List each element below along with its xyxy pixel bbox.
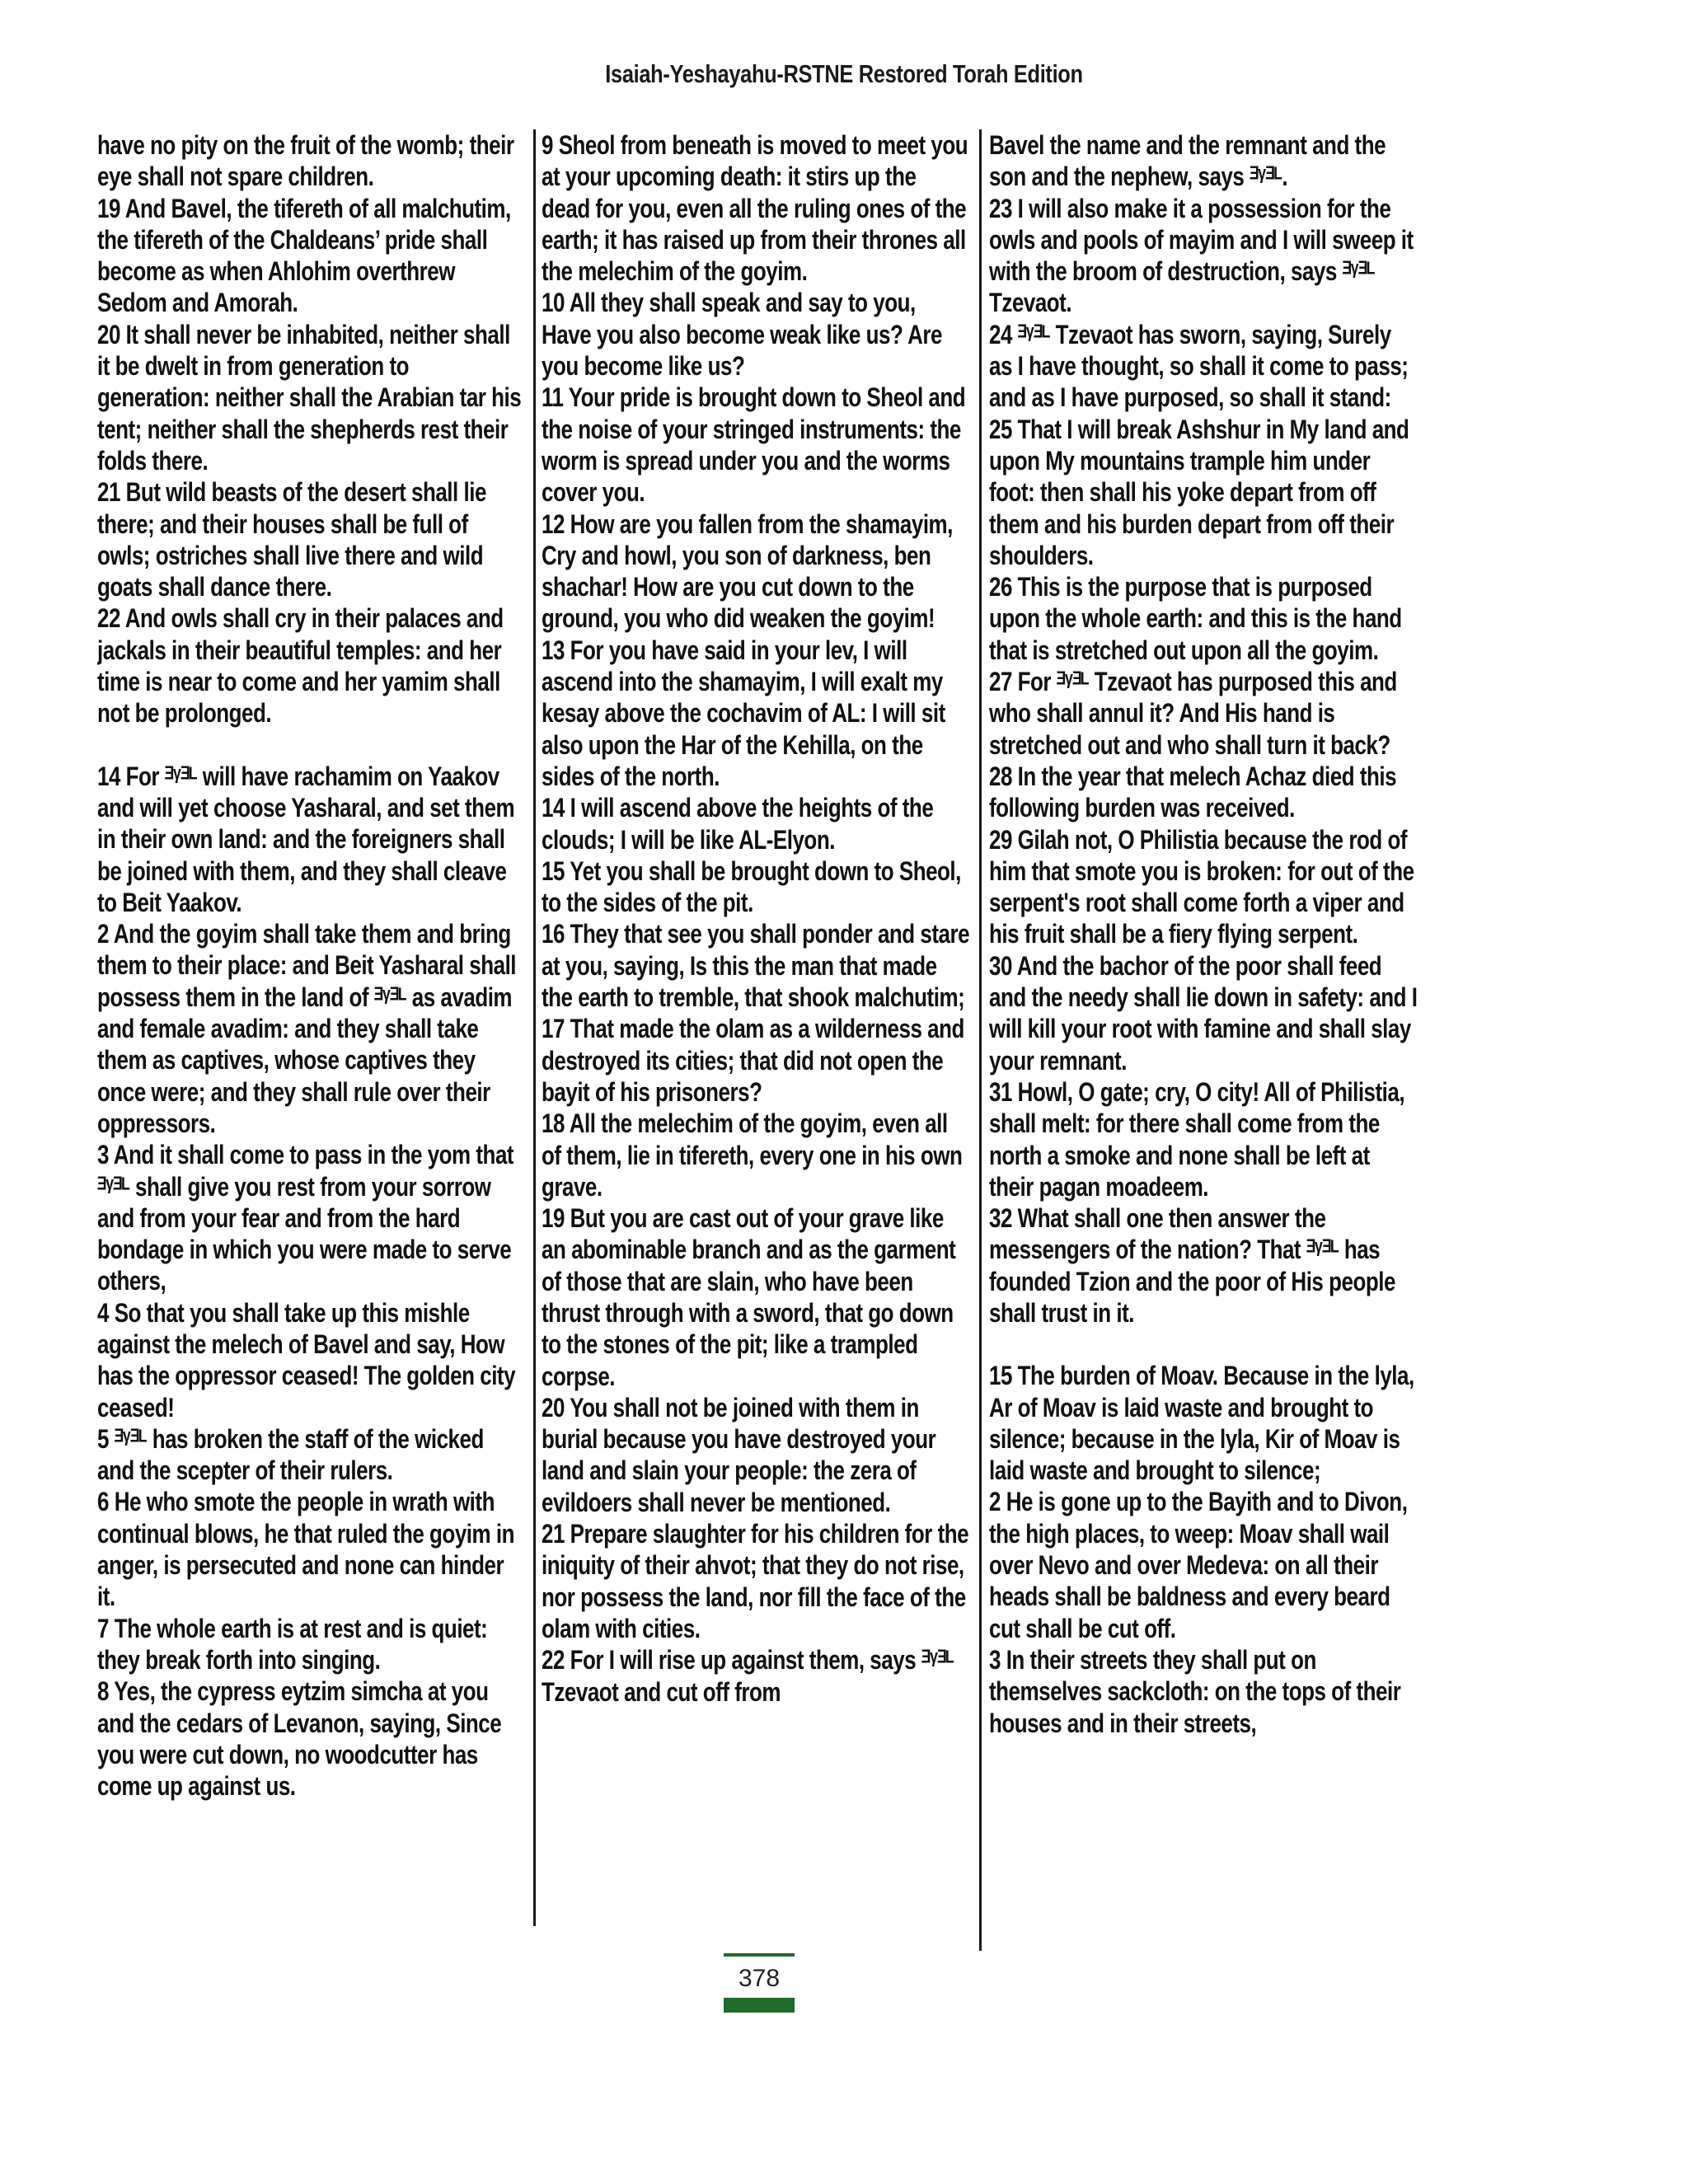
column-divider-2 <box>979 129 982 1951</box>
verse-paragraph: 8 Yes, the cypress eytzim simcha at you and the cedars of Levanon, saying, Since you were cut down, no woodcutter has come up against us. <box>97 1676 502 1802</box>
verse-paragraph: 2 And the goyim shall take them and bring them to their place: and Beit Yasharal shall possess them in the land of ᴲᵞᴲᴸ as avadim and female avadim: and they shall take them as captives, whose captives they once were; and they shall rule over their oppressors. <box>97 919 517 1138</box>
verse-paragraph: 11 Your pride is brought down to Sheol and the noise of your stringed instruments: the worm is spread under you and the worms cover you. <box>542 382 966 508</box>
verse-paragraph: 13 For you have said in your lev, I will ascend into the shamayim, I will exalt my kesay above the cochavim of AL: I will sit also upon the Har of the Kehilla, on the sides of the north. <box>542 635 945 791</box>
verse-paragraph: 28 In the year that melech Achaz died this following burden was received. <box>989 761 1397 823</box>
verse-paragraph: 24 ᴲᵞᴲᴸ Tzevaot has sworn, saying, Surely as I have thought, so shall it come to pass; and as I have purposed, so shall it stand: <box>989 319 1409 413</box>
verse-paragraph: have no pity on the fruit of the womb; their eye shall not spare children. <box>97 130 514 192</box>
verse-paragraph: 30 And the bachor of the poor shall feed and the needy shall lie down in safety: and I will kill your root with famine and shall slay your remnant. <box>989 950 1418 1076</box>
page-number: 378 <box>738 1965 781 1992</box>
verse-paragraph: 32 What shall one then answer the messengers of the nation? That ᴲᵞᴲᴸ has founded Tzion and the poor of His people shall trust in it. <box>989 1203 1395 1328</box>
verse-paragraph: 7 The whole earth is at rest and is quiet: they break forth into singing. <box>97 1613 488 1675</box>
verse-paragraph: 29 Gilah not, O Philistia because the rod of him that smote you is broken: for out of the serpent's root shall come forth a viper and his fruit shall be a fiery flying serpent. <box>989 824 1414 949</box>
chapter-start-paragraph: 14 For ᴲᵞᴲᴸ will have rachamim on Yaakov and will yet choose Yasharal, and set them in their own land: and the foreigners shall be joined with them, and they shall cleave to Beit Yaakov. <box>97 761 515 917</box>
verse-paragraph: 23 I will also make it a possession for the owls and pools of mayim and I will sweep it with the broom of destruction, says ᴲᵞᴲᴸ Tzevaot. <box>989 193 1414 318</box>
column-divider-1 <box>533 129 536 1926</box>
verse-paragraph: 6 He who smote the people in wrath with continual blows, he that ruled the goyim in anger, is persecuted and none can hinder it. <box>97 1487 514 1612</box>
verse-paragraph: 31 Howl, O gate; cry, O city! All of Philistia, shall melt: for there shall come from the north a smoke and none shall be left at their pagan moadeem. <box>989 1076 1405 1202</box>
verse-paragraph: 22 For I will rise up against them, says ᴲᵞᴲᴸ Tzevaot and cut off from <box>542 1645 954 1707</box>
verse-paragraph: 22 And owls shall cry in their palaces and jackals in their beautiful temples: and her time is near to come and her yamim shall not be prolonged. <box>97 603 504 729</box>
text-column-3 <box>989 129 1418 1951</box>
verse-paragraph: 3 And it shall come to pass in the yom that ᴲᵞᴲᴸ shall give you rest from your sorrow and from your fear and from the hard bondage in which you were made to serve others, <box>97 1140 514 1296</box>
verse-paragraph: 9 Sheol from beneath is moved to meet you at your upcoming death: it stirs up the dead for you, even all the ruling ones of the earth; it has raised up from their thrones all the melechim of the goyim. <box>542 130 968 287</box>
verse-paragraph: 25 That I will break Ashshur in My land and upon My mountains trample him under foot: then shall his yoke depart from off them and his burden depart from off their shoulders. <box>989 414 1409 570</box>
verse-paragraph: 10 All they shall speak and say to you, Have you also become weak like us? Are you become like us? <box>542 288 942 382</box>
chapter-start-paragraph: 15 The burden of Moav. Because in the lyla, Ar of Moav is laid waste and brought to silence; because in the lyla, Kir of Moav is laid waste and brought to silence; <box>989 1361 1414 1486</box>
verse-paragraph: 15 Yet you shall be brought down to Sheol, to the sides of the pit. <box>542 855 961 918</box>
verse-paragraph: 2 He is gone up to the Bayith and to Divon, the high places, to weep: Moav shall wail over Nevo and over Medeva: on all their heads shall be baldness and every beard cut shall be cut off. <box>989 1487 1408 1643</box>
verse-paragraph: 19 But you are cast out of your grave like an abominable branch and as the garment of those that are slain, who have been thrust through with a sword, that go down to the stones of the pit; like a trampled corpse. <box>542 1203 956 1391</box>
verse-paragraph: 19 And Bavel, the tifereth of all malchutim, the tifereth of the Chaldeans’ pride shall become as when Ahlohim overthrew Sedom and Amorah. <box>97 193 511 318</box>
verse-paragraph: 21 Prepare slaughter for his children for the iniquity of their ahvot; that they do not rise, nor possess the land, nor fill the face of the olam with cities. <box>542 1519 969 1643</box>
verse-paragraph: Bavel the name and the remnant and the son and the nephew, says ᴲᵞᴲᴸ. <box>989 130 1386 192</box>
verse-paragraph: 21 But wild beasts of the desert shall lie there; and their houses shall be full of owls; ostriches shall live there and wild goats shall dance there. <box>97 477 486 602</box>
verse-paragraph: 27 For ᴲᵞᴲᴸ Tzevaot has purposed this and who shall annul it? And His hand is stretched out and who shall turn it back? <box>989 667 1397 760</box>
verse-paragraph: 14 I will ascend above the heights of the clouds; I will be like AL-Elyon. <box>542 793 934 855</box>
text-column-2 <box>542 129 970 1951</box>
running-header: Isaiah-Yeshayahu-RSTNE Restored Torah Edition <box>605 59 1083 88</box>
verse-paragraph: 5 ᴲᵞᴲᴸ has broken the staff of the wicked and the scepter of their rulers. <box>97 1423 484 1486</box>
verse-paragraph: 20 You shall not be joined with them in burial because you have destroyed your land and slain your people: the zera of evildoers shall never be mentioned. <box>542 1392 936 1517</box>
verse-paragraph: 26 This is the purpose that is purposed upon the whole earth: and this is the hand that is stretched out upon all the goyim. <box>989 572 1402 665</box>
page-footer <box>724 1953 795 2013</box>
verse-paragraph: 17 That made the olam as a wilderness and destroyed its cities; that did not open the bayit of his prisoners? <box>542 1014 964 1107</box>
verse-paragraph: 20 It shall never be inhabited, neither shall it be dwelt in from generation to generation: neither shall the Arabian tar his tent; neither shall the shepherds rest their folds there. <box>97 319 522 476</box>
verse-paragraph: 16 They that see you shall ponder and stare at you, saying, Is this the man that made the earth to tremble, that shook malchutim; <box>542 919 970 1013</box>
verse-paragraph: 3 In their streets they shall put on themselves sackcloth: on the tops of their houses and in their streets, <box>989 1644 1401 1738</box>
verse-paragraph: 4 So that you shall take up this mishle against the melech of Bavel and say, How has the oppressor ceased! The golden city ceased! <box>97 1297 516 1422</box>
text-column-1 <box>97 129 526 1934</box>
verse-paragraph: 12 How are you fallen from the shamayim, Cry and howl, you son of darkness, ben shachar! How are you cut down to the ground, you who did weaken the goyim! <box>542 509 953 634</box>
footer-accent-bar <box>724 1998 795 2013</box>
verse-paragraph: 18 All the melechim of the goyim, even all of them, lie in tifereth, every one in his own grave. <box>542 1108 963 1202</box>
